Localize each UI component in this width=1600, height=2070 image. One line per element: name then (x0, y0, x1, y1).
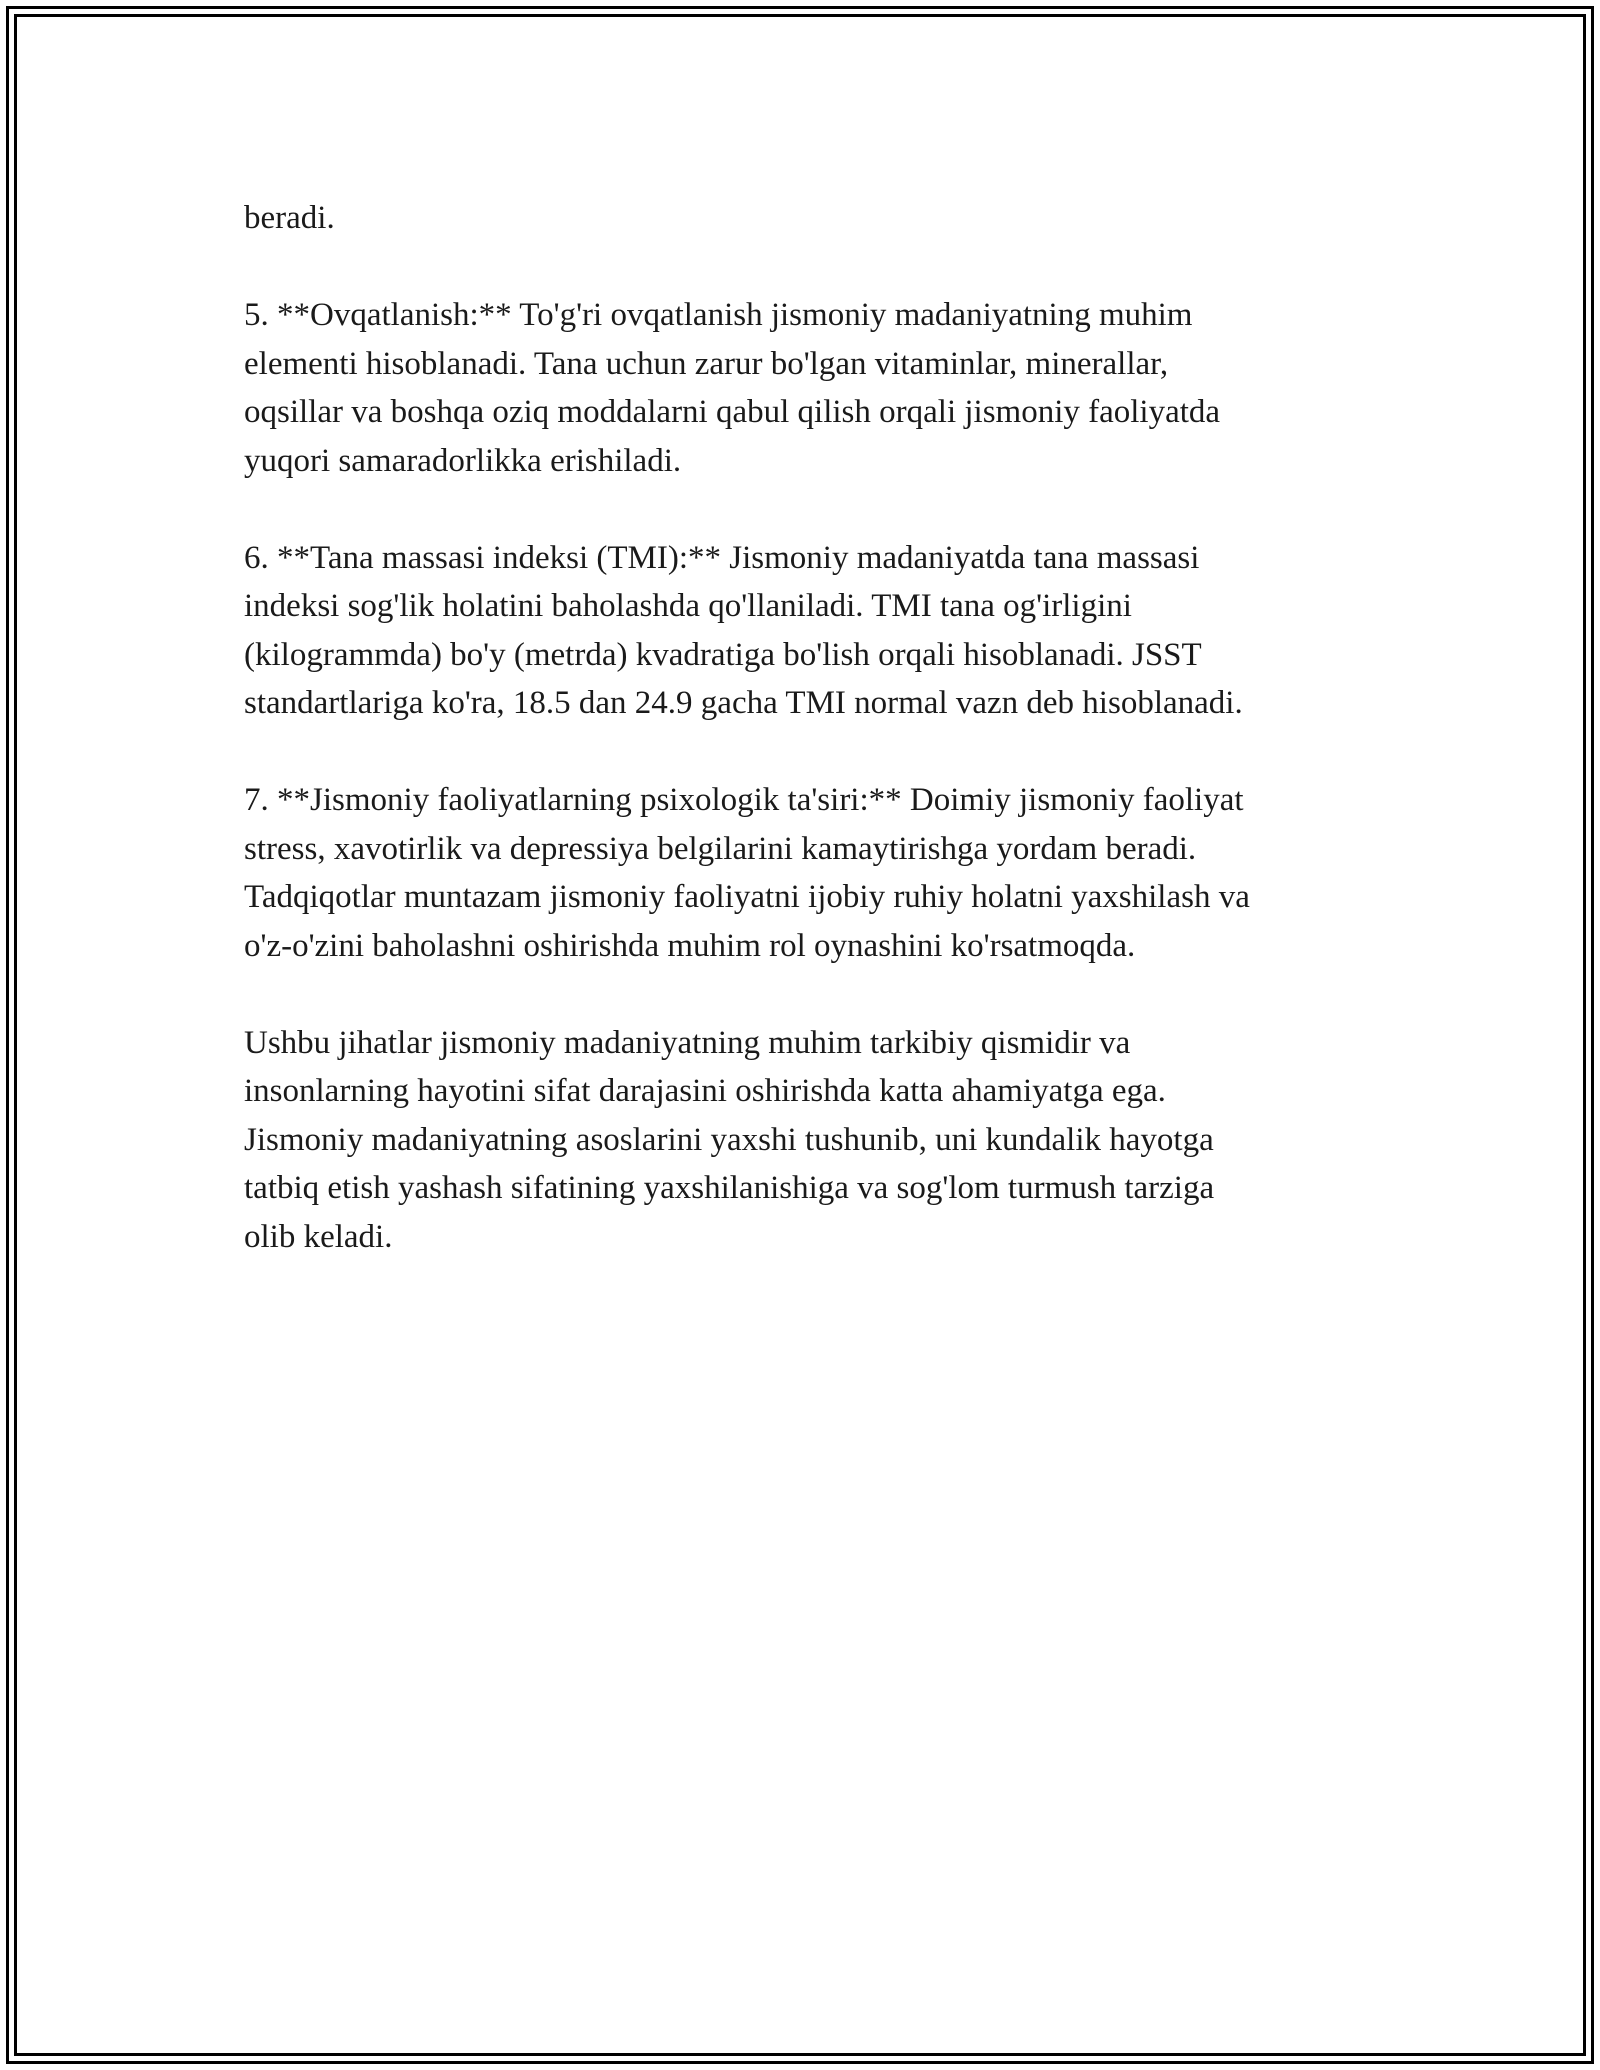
paragraph-body-mass-index: 6. **Tana massasi indeksi (TMI):** Jismoniy madaniyatda tana massasi indeksi sog'lik holatini baholashda qo'llaniladi. TMI tana og'irligini (kilogrammda) bo'y (metrda) kvadratiga bo'lish orqali hisoblanadi. JSST standartlariga ko'ra, 18.5 dan 24.9 gacha TMI normal vazn deb hisoblanadi. (244, 539, 1243, 721)
document-body (244, 194, 1384, 1310)
paragraph-psychological-effect: 7. **Jismoniy faoliyatlarning psixologik ta'siri:** Doimiy jismoniy faoliyat stress, xavotirlik va depressiya belgilarini kamaytirishga yordam beradi. Tadqiqotlar muntazam jismoniy faoliyatni ijobiy ruhiy holatni yaxshilash va o'z-o'zini baholashni oshirishda muhim rol oynashini ko'rsatmoqda. (244, 782, 1250, 964)
paragraph-conclusion: Ushbu jihatlar jismoniy madaniyatning muhim tarkibiy qismidir va insonlarning hayotini sifat darajasini oshirishda katta ahamiyatga ega. Jismoniy madaniyatning asoslarini yaxshi tushunib, uni kundalik hayotga tatbiq etish yashash sifatining yaxshilanishiga va sog'lom turmush tarziga olib keladi. (244, 1024, 1215, 1255)
page-border-outer (6, 6, 1594, 2064)
paragraph-nutrition: 5. **Ovqatlanish:** To'g'ri ovqatlanish jismoniy madaniyatning muhim elementi hisoblanadi. Tana uchun zarur bo'lgan vitaminlar, minerallar, oqsillar va boshqa oziq moddalarni qabul qilish orqali jismoniy faoliyatda yuqori samaradorlikka erishiladi. (244, 297, 1221, 479)
paragraph-continuation: beradi. (244, 200, 335, 236)
